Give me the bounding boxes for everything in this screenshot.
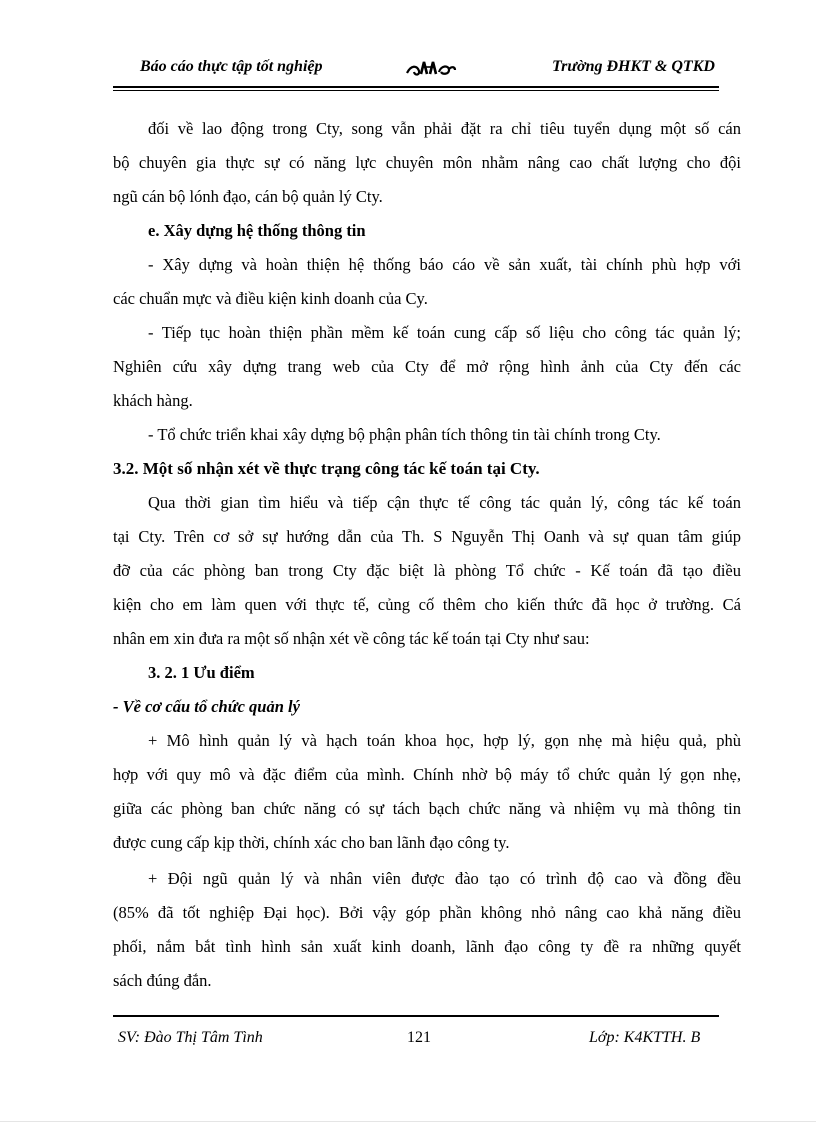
- body-line-7: - Tiếp tục hoàn thiện phần mềm kế toán cung cấp số liệu cho công tác quản lý;: [148, 323, 741, 342]
- body-line-13: tại Cty. Trên cơ sở sự hướng dẫn của Th. S Nguyễn Thị Oanh và sự quan tâm giúp: [113, 527, 741, 546]
- body-line-10: - Tổ chức triển khai xây dựng bộ phận phân tích thông tin tài chính trong Cty.: [148, 425, 661, 444]
- section-heading-3-2: 3.2. Một số nhận xét về thực trạng công tác kế toán tại Cty.: [113, 459, 540, 478]
- body-line-19: + Mô hình quản lý và hạch toán khoa học, hợp lý, gọn nhẹ mà hiệu quả, phù: [148, 731, 741, 750]
- scan-edge-divider: [0, 1121, 816, 1122]
- body-line-15: kiện cho em làm quen với thực tế, củng cố thêm cho kiến thức đã học ở trường. Cá: [113, 595, 741, 614]
- page-number: 121: [407, 1029, 431, 1046]
- body-line-2: bộ chuyên gia thực sự có năng lực chuyên môn nhằm nâng cao chất lượng cho đội: [113, 153, 741, 172]
- section-heading-e: e. Xây dựng hệ thống thông tin: [148, 221, 366, 240]
- header-university-name: Trường ĐHKT & QTKD: [552, 58, 715, 75]
- body-line-9: khách hàng.: [113, 391, 193, 410]
- header-rule-thin: [113, 90, 719, 91]
- section-heading-3-2-1: 3. 2. 1 Ưu điểm: [148, 663, 255, 682]
- body-line-12: Qua thời gian tìm hiểu và tiếp cận thực tế công tác quản lý, công tác kế toán: [148, 493, 741, 512]
- body-line-25: phối, nắm bắt tình hình sản xuất kinh doanh, lãnh đạo công ty đề ra những quyết: [113, 937, 741, 956]
- body-line-8: Nghiên cứu xây dựng trang web của Cty để mở rộng hình ảnh của Cty đến các: [113, 357, 741, 376]
- decorative-flourish-icon: [405, 57, 457, 79]
- body-line-26: sách đúng đắn.: [113, 971, 212, 990]
- body-line-24: (85% đã tốt nghiệp Đại học). Bởi vậy góp phần không nhỏ nâng cao khả năng điều: [113, 903, 741, 922]
- body-line-1: đối về lao động trong Cty, song vẫn phải đặt ra chỉ tiêu tuyển dụng một số cán: [148, 119, 741, 138]
- body-line-21: giữa các phòng ban chức năng có sự tách bạch chức năng và nhiệm vụ mà thông tin: [113, 799, 741, 818]
- body-line-20: hợp với quy mô và đặc điểm của mình. Chính nhờ bộ máy tổ chức quản lý gọn nhẹ,: [113, 765, 741, 784]
- body-line-5: - Xây dựng và hoàn thiện hệ thống báo cáo về sản xuất, tài chính phù hợp với: [148, 255, 741, 274]
- header-rule-thick: [113, 86, 719, 88]
- body-line-22: được cung cấp kịp thời, chính xác cho ban lãnh đạo công ty.: [113, 833, 510, 852]
- body-line-16: nhân em xin đưa ra một số nhận xét về công tác kế toán tại Cty như sau:: [113, 629, 590, 648]
- footer-class-code: Lớp: K4KTTH. B: [589, 1029, 701, 1046]
- footer-rule: [113, 1015, 719, 1017]
- body-line-14: đỡ của các phòng ban trong Cty đặc biệt là phòng Tổ chức - Kế toán đã tạo điều: [113, 561, 741, 580]
- header-report-title: Báo cáo thực tập tốt nghiệp: [140, 58, 323, 75]
- body-line-6: các chuẩn mực và điều kiện kinh doanh của Cy.: [113, 289, 428, 308]
- body-line-3: ngũ cán bộ lónh đạo, cán bộ quản lý Cty.: [113, 187, 383, 206]
- subheading-org-structure: - Về cơ cấu tổ chức quản lý: [113, 697, 300, 716]
- footer-student-name: SV: Đào Thị Tâm Tình: [118, 1029, 263, 1046]
- body-line-23: + Đội ngũ quản lý và nhân viên được đào tạo có trình độ cao và đồng đều: [148, 869, 741, 888]
